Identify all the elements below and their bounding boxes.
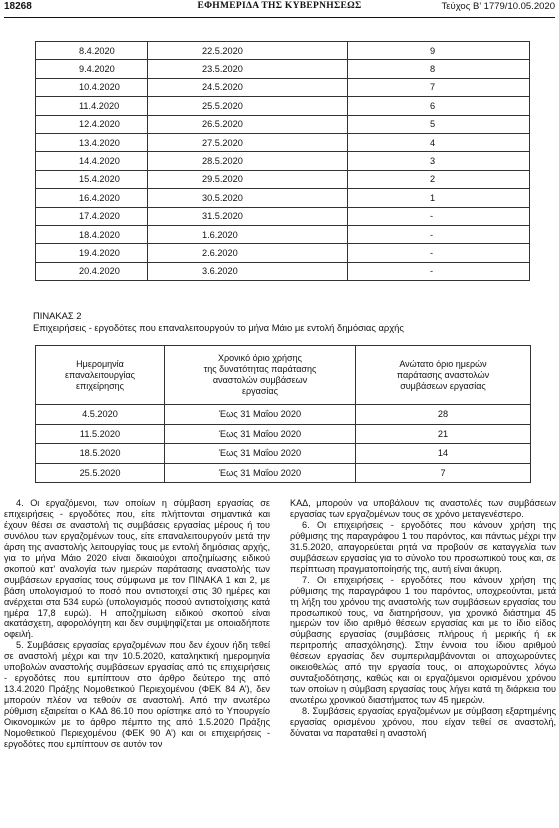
- table-row: [36, 152, 530, 170]
- table-cell: 7: [348, 78, 530, 96]
- table-cell: 26.5.2020: [148, 115, 348, 133]
- table-cell: -: [348, 262, 530, 280]
- page-number: 18268: [4, 1, 32, 12]
- paragraph: 6. Οι επιχειρήσεις - εργοδότες που κάνουν χρήση της ρύθμισης της παραγράφου 1 του παρόντος, και πάντως μέχρι την 31.5.2020, απαγορεύεται ρητά να προβούν σε καταγγελία των συμβάσεων εργασίας για το σύνολο του προσωπικού τους και, σε περίπτωση πραγματοποίησής της, αυτή είναι άκυρη.: [290, 519, 556, 574]
- table-cell: 19.4.2020: [36, 244, 148, 262]
- table-row: [36, 170, 530, 188]
- table-row: [36, 78, 530, 96]
- table-cell: 7: [356, 463, 531, 483]
- table-cell: 18.4.2020: [36, 225, 148, 243]
- table-2: [35, 345, 531, 483]
- table-cell: Έως 31 Μαΐου 2020: [165, 444, 356, 464]
- table-cell: 14.4.2020: [36, 152, 148, 170]
- table-cell: 13.4.2020: [36, 133, 148, 151]
- table-cell: 5: [348, 115, 530, 133]
- table-cell: 10.4.2020: [36, 78, 148, 96]
- right-text-column: [290, 498, 556, 739]
- table-cell: 20.4.2020: [36, 262, 148, 280]
- table-cell: 6: [348, 97, 530, 115]
- table-row: [36, 424, 531, 444]
- column-header: Ανώτατο όριο ημερών παράτασης αναστολών συμβάσεων εργασίας: [356, 346, 531, 405]
- table-row: [36, 207, 530, 225]
- table-cell: 27.5.2020: [148, 133, 348, 151]
- paragraph: 4. Οι εργαζόμενοι, των οποίων η σύμβαση εργασίας σε επιχειρήσεις - εργοδότες που, είτε πλήττονται σημαντικά και έχουν θέσει σε αναστολή τις συμβάσεις εργασίας μέρους ή του συνόλου των εργαζομένων τους, είτε επαναλειτουργούν μετά την άρση της αναστολής λειτουργίας τους με εντολή δημόσιας αρχής, για το μήνα Μάιο 2020 είναι δικαιούχοι αποζημίωσης ειδικού σκοπού κατ’ αναλογία των ημερών παράτασης αναστολής των συμβάσεων εργασίας τους σύμφωνα με τον ΠΙΝΑΚΑ 1 και 2, με βάση υπολογισμού το ποσό που αντιστοιχεί στις 30 ημέρες και ανέρχεται στα 534 ευρώ (υπολογισμός ποσού αντιστοίχισης κατά ημέρα 17,8 ευρώ). Η αποζημίωση ειδικού σκοπού είναι ακατάσχετη, αφορολόγητη και δεν συμψηφίζεται με οποιαδήποτε οφειλή.: [4, 498, 270, 640]
- table-1: [35, 41, 530, 281]
- table-cell: 8.4.2020: [36, 42, 148, 60]
- table-cell: 11.4.2020: [36, 97, 148, 115]
- table-cell: 11.5.2020: [36, 424, 165, 444]
- table-cell: Έως 31 Μαΐου 2020: [165, 405, 356, 425]
- table-cell: 14: [356, 444, 531, 464]
- table-cell: 15.4.2020: [36, 170, 148, 188]
- header-rule: [4, 17, 555, 18]
- table-row: [36, 189, 530, 207]
- table-cell: 30.5.2020: [148, 189, 348, 207]
- table-cell: 9.4.2020: [36, 60, 148, 78]
- table-cell: 4.5.2020: [36, 405, 165, 425]
- paragraph: 8. Συμβάσεις εργασίας εργαζομένων με σύμβαση εξαρτημένης εργασίας ορισμένου χρόνου, που είχαν τεθεί σε αναστολή, δύναται να παραταθεί η αναστολή: [290, 706, 556, 739]
- table-2-body: [36, 405, 531, 483]
- table-row: [36, 444, 531, 464]
- table-row: [36, 133, 530, 151]
- table-cell: Έως 31 Μαΐου 2020: [165, 463, 356, 483]
- table-cell: 1: [348, 189, 530, 207]
- table-cell: -: [348, 225, 530, 243]
- table-cell: Έως 31 Μαΐου 2020: [165, 424, 356, 444]
- table-cell: 28: [356, 405, 531, 425]
- left-text-column: [4, 498, 270, 750]
- table-2-subtitle: Επιχειρήσεις - εργοδότες που επαναλειτουργούν το μήνα Μάιο με εντολή δημόσιας αρχής: [33, 322, 404, 333]
- column-header: Ημερομηνία επαναλειτουργίας επιχείρησης: [36, 346, 165, 405]
- table-cell: 2: [348, 170, 530, 188]
- table-cell: 23.5.2020: [148, 60, 348, 78]
- table-cell: 31.5.2020: [148, 207, 348, 225]
- paragraph: ΚΑΔ, μπορούν να υποβάλουν τις αναστολές των συμβάσεων εργασίας των εργαζομένων τους σε χρόνο μεταγενέστερο.: [290, 498, 556, 519]
- table-row: [36, 463, 531, 483]
- table-2-header-row: [36, 346, 531, 405]
- table-cell: 17.4.2020: [36, 207, 148, 225]
- table-row: [36, 97, 530, 115]
- table-cell: 3: [348, 152, 530, 170]
- table-cell: -: [348, 207, 530, 225]
- table-cell: 12.4.2020: [36, 115, 148, 133]
- table-cell: 2.6.2020: [148, 244, 348, 262]
- page-header: [0, 0, 559, 16]
- table-row: [36, 405, 531, 425]
- table-cell: 25.5.2020: [36, 463, 165, 483]
- table-cell: 25.5.2020: [148, 97, 348, 115]
- table-cell: 8: [348, 60, 530, 78]
- column-header: Χρονικό όριο χρήσης της δυνατότητας παράτασης αναστολών συμβάσεων εργασίας: [165, 346, 356, 405]
- table-cell: 21: [356, 424, 531, 444]
- journal-title: ΕΦΗΜΕΡΙΔΑ ΤΗΣ ΚΥΒΕΡΝΗΣΕΩΣ: [197, 1, 362, 11]
- table-1-body: [36, 42, 530, 281]
- paragraph: 5. Συμβάσεις εργασίας εργαζομένων που δεν έχουν ήδη τεθεί σε αναστολή μέχρι και την 10.5.2020, καταληκτική ημερομηνία υποβολών αναστολής συμβάσεων εργασίας από τις επιχειρήσεις - εργοδότες που εμπίπτουν στο άρθρο δεύτερο της από 13.4.2020 Πράξης Νομοθετικού Περιεχομένου (ΦΕΚ 84 Α’), δεν μπορούν πλέον να τεθούν σε αναστολή. Από την ανωτέρω ρύθμιση εξαιρείται ο ΚΑΔ 86.10 που ορίστηκε από το Υπουργείο Οικονομικών με το άρθρο πέμπτο της από 1.5.2020 Πράξης Νομοθετικού Περιεχομένου (ΦΕΚ 90 Α’) και οι επιχειρήσεις - εργοδότες που εμπίπτουν σε αυτόν τον: [4, 640, 270, 749]
- table-cell: 29.5.2020: [148, 170, 348, 188]
- table-cell: 9: [348, 42, 530, 60]
- table-cell: 18.5.2020: [36, 444, 165, 464]
- table-row: [36, 115, 530, 133]
- table-cell: 24.5.2020: [148, 78, 348, 96]
- table-row: [36, 60, 530, 78]
- table-row: [36, 244, 530, 262]
- table-row: [36, 225, 530, 243]
- table-cell: 16.4.2020: [36, 189, 148, 207]
- issue-reference: Τεύχος Β’ 1779/10.05.2020: [441, 1, 555, 12]
- table-2-title: ΠΙΝΑΚΑΣ 2: [33, 310, 82, 321]
- table-cell: -: [348, 244, 530, 262]
- table-cell: 4: [348, 133, 530, 151]
- table-cell: 28.5.2020: [148, 152, 348, 170]
- table-row: [36, 42, 530, 60]
- table-cell: 3.6.2020: [148, 262, 348, 280]
- table-row: [36, 262, 530, 280]
- paragraph: 7. Οι επιχειρήσεις - εργοδότες που κάνουν χρήση της ρύθμισης της παραγράφου 1 του παρόντος, υποχρεούνται, μετά τη λήξη του χρόνου της αναστολής των συμβάσεων εργασίας του προσωπικού τους, να διατηρήσουν, για χρονικό διάστημα 45 ημερών τον ίδιο αριθμό θέσεων εργασίας και με το ίδιο είδος σύμβασης εργασίας (συμβάσεις πλήρους ή μερικής ή εκ περιτροπής απασχόλησης). Στην έννοια του ίδιου αριθμού θέσεων εργασίας δεν συμπεριλαμβάνονται οι αποχωρούντες οικειοθελώς από την εργασία τους, οι αποχωρούντες λόγω συνταξιοδότησης, καθώς και οι εργαζόμενοι ορισμένου χρόνου των οποίων η σύμβαση εργασίας τους λήγει κατά τη διάρκεια του ανωτέρω χρονικού διαστήματος των 45 ημερών.: [290, 574, 556, 706]
- table-cell: 1.6.2020: [148, 225, 348, 243]
- table-cell: 22.5.2020: [148, 42, 348, 60]
